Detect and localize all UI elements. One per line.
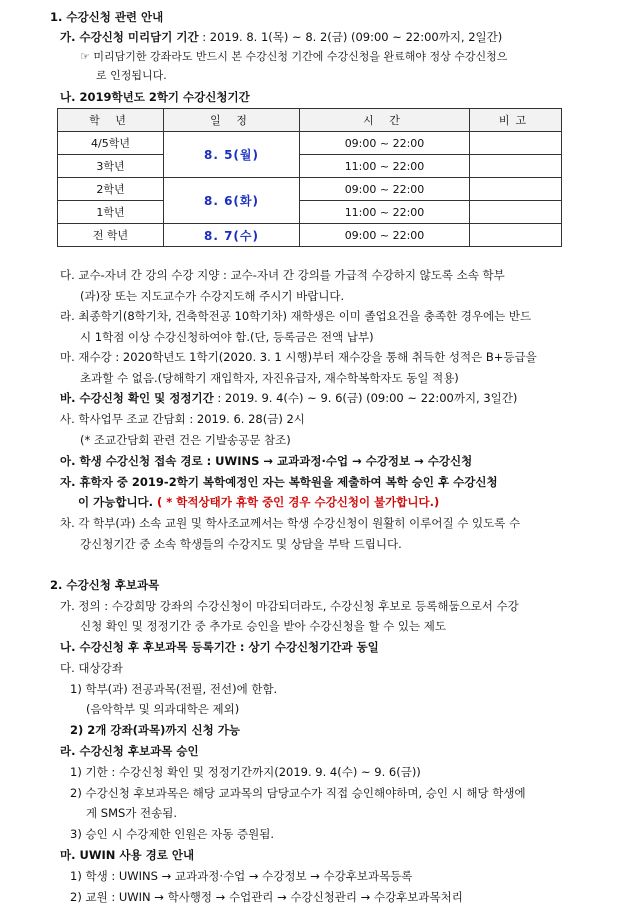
preselect-period-value: : 2019. 8. 1(목) ~ 8. 2(금) (09:00 ~ 22:00까지, 2일간): [198, 30, 503, 44]
correction-period-label: 바. 수강신청 확인 및 정정기간: [60, 391, 214, 405]
approval-item1: 1) 기한 : 수강신청 확인 및 정정기간까지(2019. 9. 4(수) ~ 9. 6(금)): [70, 765, 421, 779]
waitlist-registration-period: 나. 수강신청 후 후보과목 등록기간 : 상기 수강신청기간과 동일: [60, 640, 379, 654]
correction-period-value: : 2019. 9. 4(수) ~ 9. 6(금) (09:00 ~ 22:00까지, 3일간): [213, 391, 518, 405]
header-schedule: 일 정: [164, 109, 300, 132]
header-remarks: 비고: [470, 109, 562, 132]
remarks-cell: [470, 224, 562, 247]
item-da-line1: 다. 교수-자녀 간 강의 수강 지양 : 교수-자녀 간 강의를 가급적 수강하지 않도록 소속 학부: [60, 268, 505, 282]
preselect-period: [60, 28, 502, 46]
table-row: [58, 178, 562, 201]
registration-schedule-table: [57, 108, 562, 247]
item-sa-line1: 사. 학사업무 조교 간담회 : 2019. 6. 28(금) 2시: [60, 412, 305, 426]
section-1-heading: 1. 수강신청 관련 안내: [50, 10, 164, 24]
time-cell: 09:00 ~ 22:00: [300, 178, 470, 201]
preselect-note-line2: 로 인정됩니다.: [96, 69, 167, 82]
definition-line1: 가. 정의 : 수강희망 강좌의 수강신청이 마감되더라도, 수강신청 후보로 등록해둠으로서 수강: [60, 599, 519, 613]
uwin-path-heading: 마. UWIN 사용 경로 안내: [60, 848, 195, 862]
section-2-heading: 2. 수강신청 후보과목: [50, 578, 160, 592]
item-ma-line2: 초과할 수 없음.(당해학기 재입학자, 자진유급자, 재수학복학자도 동일 적용): [80, 371, 459, 385]
target-courses-item2: 2) 2개 강좌(과목)까지 신청 가능: [70, 723, 240, 737]
item-ja-line2-text: 이 가능합니다.: [78, 495, 158, 509]
item-cha-line2: 강신청기간 중 소속 학생들의 수강지도 및 상담을 부탁 드립니다.: [80, 537, 402, 551]
registration-period-heading: 나. 2019학년도 2학기 수강신청기간: [60, 90, 250, 104]
definition-line2: 신청 확인 및 정정기간 중 추가로 승인을 받아 수강신청을 할 수 있는 제도: [80, 619, 447, 633]
item-sa-line2: (* 조교간담회 관련 건은 기발송공문 참조): [80, 433, 291, 447]
grade-cell: 4/5학년: [58, 132, 164, 155]
item-cha-line1: 차. 각 학부(과) 소속 교원 및 학사조교께서는 학생 수강신청이 원활히 이루어질 수 있도록 수: [60, 516, 521, 530]
grade-cell: 전 학년: [58, 224, 164, 247]
correction-period: [60, 389, 517, 407]
remarks-cell: [470, 155, 562, 178]
date-cell: 8. 7(수): [164, 224, 300, 247]
time-cell: 09:00 ~ 22:00: [300, 224, 470, 247]
item-ra-line1: 라. 최종학기(8학기차, 건축학전공 10학기차) 재학생은 이미 졸업요건을 충족한 경우에는 반드: [60, 309, 532, 323]
item-ja-line2: [78, 493, 439, 511]
header-time: 시 간: [300, 109, 470, 132]
table-row: [58, 132, 562, 155]
approval-item2: 2) 수강신청 후보과목은 해당 교과목의 담당교수가 직접 승인해야하며, 승인 시 해당 학생에: [70, 786, 526, 800]
time-cell: 11:00 ~ 22:00: [300, 201, 470, 224]
approval-item3: 3) 승인 시 수강제한 인원은 자동 증원됨.: [70, 827, 275, 841]
approval-item2-cont: 게 SMS가 전송됨.: [86, 806, 178, 820]
grade-cell: 2학년: [58, 178, 164, 201]
target-courses-heading: 다. 대상강좌: [60, 661, 123, 675]
item-ra-line2: 시 1학점 이상 수강신청하여야 함.(단, 등록금은 전액 납부): [80, 330, 374, 344]
leave-warning: ( * 학적상태가 휴학 중인 경우 수강신청이 불가합니다.): [157, 495, 440, 509]
header-grade: 학 년: [58, 109, 164, 132]
item-ma-line1: 마. 재수강 : 2020학년도 1학기(2020. 3. 1 시행)부터 재수강을 통해 취득한 성적은 B+등급을: [60, 350, 537, 364]
remarks-cell: [470, 178, 562, 201]
target-courses-item1-note: (음악학부 및 의과대학은 제외): [86, 702, 240, 716]
waitlist-approval-heading: 라. 수강신청 후보과목 승인: [60, 744, 199, 758]
date-cell: 8. 5(월): [164, 132, 300, 178]
remarks-cell: [470, 132, 562, 155]
uwin-path-faculty: 2) 교원 : UWIN → 학사행정 → 수업관리 → 수강신청관리 → 수강후보과목처리: [70, 890, 463, 904]
preselect-note-line1: ☞ 미리담기한 강좌라도 반드시 본 수강신청 기간에 수강신청을 완료해야 정상 수강신청으: [80, 50, 508, 63]
access-path: 아. 학생 수강신청 접속 경로 : UWINS → 교과과정·수업 → 수강정보 → 수강신청: [60, 454, 473, 468]
table-row: [58, 201, 562, 224]
uwin-path-student: 1) 학생 : UWINS → 교과과정·수업 → 수강정보 → 수강후보과목등록: [70, 869, 413, 883]
table-row: [58, 224, 562, 247]
table-row: [58, 155, 562, 178]
grade-cell: 1학년: [58, 201, 164, 224]
item-ja-line1: 자. 휴학자 중 2019-2학기 복학예정인 자는 복학원을 제출하여 복학 승인 후 수강신청: [60, 475, 498, 489]
time-cell: 11:00 ~ 22:00: [300, 155, 470, 178]
date-cell: 8. 6(화): [164, 178, 300, 224]
preselect-period-label: 가. 수강신청 미리담기 기간: [60, 30, 199, 44]
time-cell: 09:00 ~ 22:00: [300, 132, 470, 155]
target-courses-item1: 1) 학부(과) 전공과목(전필, 전선)에 한함.: [70, 682, 278, 696]
remarks-cell: [470, 201, 562, 224]
table-header-row: [58, 109, 562, 132]
grade-cell: 3학년: [58, 155, 164, 178]
item-da-line2: (과)장 또는 지도교수가 수강지도해 주시기 바랍니다.: [80, 289, 345, 303]
